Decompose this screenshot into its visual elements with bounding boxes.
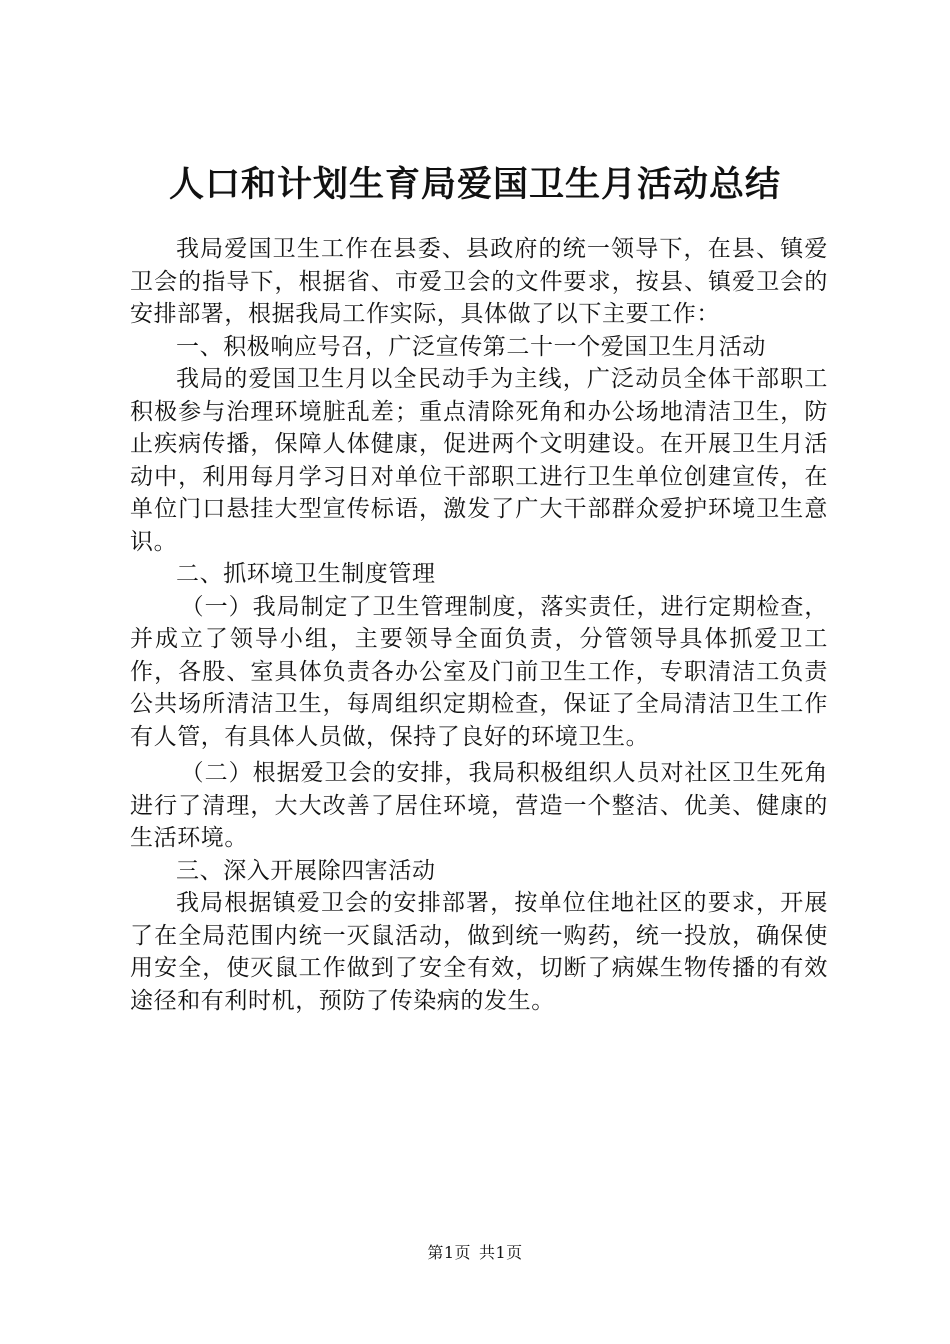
section-heading-1: 一、积极响应号召，广泛宣传第二十一个爱国卫生月活动 bbox=[176, 333, 766, 360]
page-number: 第1页 bbox=[427, 1243, 471, 1262]
subsection-paragraph-2: （二）根据爱卫会的安排，我局积极组织人员对社区卫生死角进行了清理，大大改善了居住环境，营造一个整洁、优美、健康的生活环境。 bbox=[130, 760, 828, 851]
intro-paragraph: 我局爱国卫生工作在县委、县政府的统一领导下，在县、镇爱卫会的指导下，根据省、市爱卫会的文件要求，按县、镇爱卫会的安排部署，根据我局工作实际，具体做了以下主要工作： bbox=[130, 236, 828, 327]
section-heading-3: 三、深入开展除四害活动 bbox=[176, 857, 436, 884]
page-total: 共1页 bbox=[479, 1243, 523, 1262]
section-paragraph-3: 我局根据镇爱卫会的安排部署，按单位住地社区的要求，开展了在全局范围内统一灭鼠活动，做到统一购药，统一投放，确保使用安全，使灭鼠工作做到了安全有效，切断了病媒生物传播的有效途径和有利时机，预防了传染病的发生。 bbox=[130, 890, 828, 1014]
page-footer bbox=[0, 1242, 950, 1264]
subsection-paragraph-1: （一）我局制定了卫生管理制度，落实责任，进行定期检查，并成立了领导小组，主要领导全面负责，分管领导具体抓爱卫工作，各股、室具体负责各办公室及门前卫生工作，专职清洁工负责公共场所清洁卫生，每周组织定期检查，保证了全局清洁卫生工作有人管，有具体人员做，保持了良好的环境卫生。 bbox=[130, 593, 828, 750]
document-body bbox=[130, 233, 828, 1017]
section-heading-2: 二、抓环境卫生制度管理 bbox=[176, 561, 436, 587]
document-title: 人口和计划生育局爱国卫生月活动总结 bbox=[168, 164, 781, 205]
section-paragraph-1: 我局的爱国卫生月以全民动手为主线，广泛动员全体干部职工积极参与治理环境脏乱差；重点清除死角和办公场地清洁卫生，防止疾病传播，保障人体健康，促进两个文明建设。在开展卫生月活动中，利用每月学习日对单位干部职工进行卫生单位创建宣传，在单位门口悬挂大型宣传标语，激发了广大干部群众爱护环境卫生意识。 bbox=[130, 366, 828, 555]
